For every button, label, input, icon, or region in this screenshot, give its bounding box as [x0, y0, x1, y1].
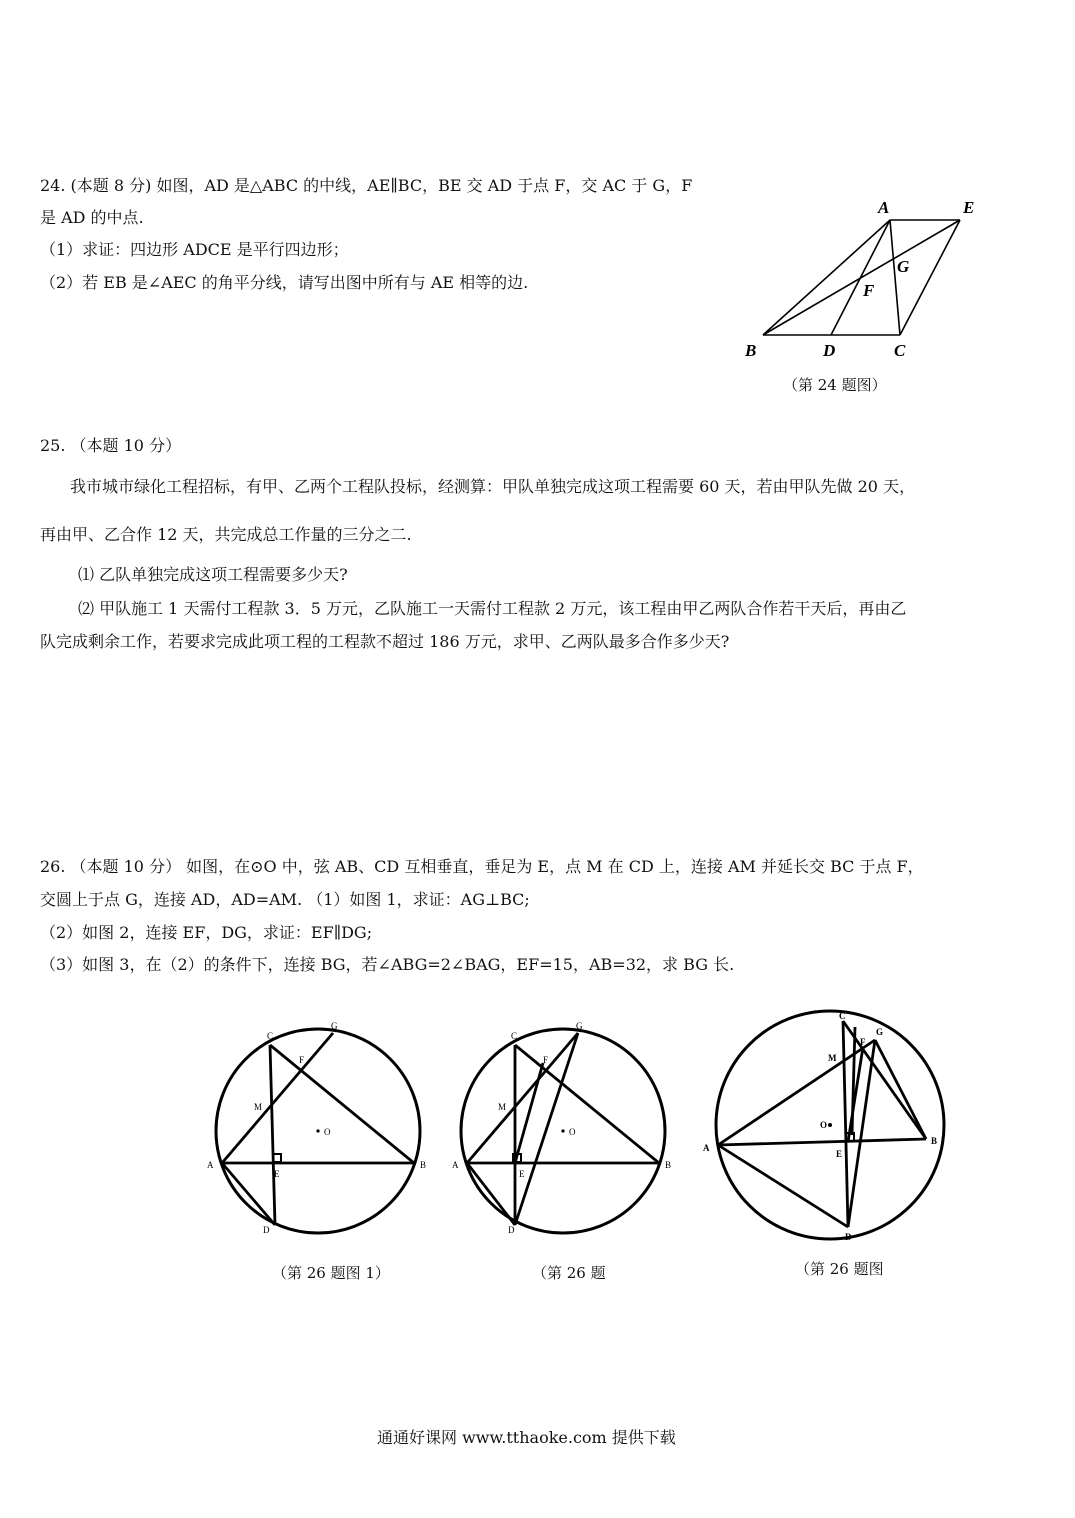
fig1-label-c: C	[267, 1031, 274, 1041]
fig2-label-f: F	[543, 1055, 549, 1065]
fig2-label-o: O	[569, 1127, 576, 1137]
q24-label-e: E	[963, 198, 975, 217]
q24-label-f: F	[863, 281, 875, 300]
fig3-label-b: B	[931, 1136, 938, 1146]
fig3-label-a: A	[703, 1143, 710, 1153]
fig2-label-a: A	[452, 1160, 459, 1170]
q25-part-2b: 队完成剩余工作，若要求完成此项工程的工程款不超过 186 万元，求甲、乙两队最多合作多少天?	[40, 632, 730, 651]
q26-caption-3: （第 26 题图	[795, 1260, 884, 1278]
q24-label-a: A	[878, 198, 890, 217]
fig3-label-d: D	[845, 1232, 852, 1242]
fig3-label-o: O	[820, 1120, 828, 1130]
q26-figure-2	[445, 1015, 685, 1249]
q25-part-2a: ⑵ 甲队施工 1 天需付工程款 3．5 万元，乙队施工一天需付工程款 2 万元，该工程由甲乙两队合作若干天后，再由乙	[78, 599, 907, 618]
q24-label-d: D	[823, 341, 836, 360]
fig1-label-d: D	[263, 1225, 270, 1235]
q24-label-c: C	[894, 341, 906, 360]
fig1-label-m: M	[254, 1102, 263, 1112]
q24-part-1: （1）求证：四边形 ADCE 是平行四边形；	[40, 240, 349, 259]
q25-para-2: 再由甲、乙合作 12 天，共完成总工作量的三分之二.	[40, 525, 412, 544]
q24-label-g: G	[897, 257, 910, 276]
fig1-label-b: B	[420, 1160, 427, 1170]
fig2-label-m: M	[498, 1102, 507, 1112]
fig2-label-c: C	[511, 1031, 518, 1041]
q24-figure	[735, 190, 995, 374]
fig1-label-a: A	[207, 1160, 214, 1170]
fig3-label-g: G	[876, 1027, 884, 1037]
fig2-label-g: G	[576, 1021, 583, 1031]
q25-part-1: ⑴ 乙队单独完成这项工程需要多少天?	[78, 565, 348, 584]
q26-line-3: （2）如图 2，连接 EF，DG，求证：EF∥DG;	[40, 923, 373, 942]
fig1-label-e: E	[274, 1169, 280, 1179]
fig3-label-e: E	[836, 1149, 843, 1159]
fig2-label-e: E	[519, 1169, 525, 1179]
q24-line-2: 是 AD 的中点.	[40, 208, 144, 227]
q24-caption: （第 24 题图）	[783, 376, 887, 394]
fig2-label-d: D	[508, 1225, 515, 1235]
q26-figure-1	[200, 1015, 440, 1249]
q24-part-2: （2）若 EB 是∠AEC 的角平分线，请写出图中所有与 AE 相等的边.	[40, 273, 529, 292]
fig3-label-m: M	[828, 1053, 837, 1063]
q25-para-1: 我市城市绿化工程招标，有甲、乙两个工程队投标，经测算：甲队单独完成这项工程需要 60 天，若由甲队先做 20 天，	[70, 477, 916, 496]
fig1-label-g: G	[331, 1021, 338, 1031]
fig2-label-b: B	[665, 1160, 672, 1170]
q26-line-1: 26. （本题 10 分） 如图，在⊙O 中，弦 AB、CD 互相垂直，垂足为 E，点 M 在 CD 上，连接 AM 并延长交 BC 于点 F，	[40, 857, 924, 876]
q25-title: 25. （本题 10 分）	[40, 436, 182, 455]
q24-line-1: 24. (本题 8 分) 如图，AD 是△ABC 的中线，AE∥BC，BE 交 AD 于点 F，交 AC 于 G，F	[40, 176, 693, 195]
fig1-label-f: F	[299, 1055, 305, 1065]
q26-line-4: （3）如图 3，在（2）的条件下，连接 BG，若∠ABG=2∠BAG，EF=15，AB=32，求 BG 长.	[40, 955, 735, 974]
q26-caption-1: （第 26 题图 1）	[272, 1264, 390, 1282]
fig3-label-f: F	[860, 1037, 866, 1047]
q26-caption-2: （第 26 题	[532, 1264, 606, 1282]
fig3-label-c: C	[839, 1011, 846, 1021]
page-footer: 通通好课网 www.tthaoke.com 提供下载	[377, 1428, 676, 1447]
q26-line-2: 交圆上于点 G，连接 AD，AD=AM. （1）如图 1，求证：AG⊥BC;	[40, 890, 530, 909]
fig1-label-o: O	[324, 1127, 331, 1137]
q24-label-b: B	[745, 341, 757, 360]
q26-figure-3	[700, 1005, 960, 1249]
